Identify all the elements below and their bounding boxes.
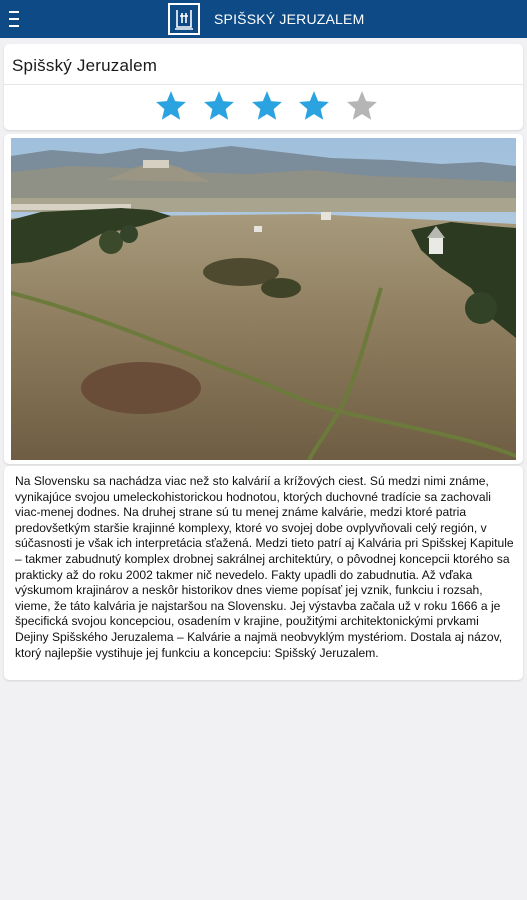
app-logo-icon [168, 3, 200, 35]
app-bar [0, 0, 527, 38]
rating-stars[interactable] [154, 88, 379, 124]
star-filled-icon[interactable] [250, 89, 284, 123]
hamburger-menu-icon[interactable] [9, 11, 23, 27]
star-filled-icon[interactable] [154, 89, 188, 123]
place-header-card [4, 44, 523, 130]
star-filled-icon[interactable] [202, 89, 236, 123]
landscape-photo[interactable] [11, 138, 516, 460]
description-text: Na Slovensku sa nachádza viac než sto kalvárií a krížových ciest. Sú medzi nimi známe, vynikajúce svojou umeleckohistorickou hodnotou, ktorých duchovné tradície sa zachovali viac-menej dodnes. Na druhej strane sú tu menej známe kalvárie, medzi ktoré patria predovšetkým staršie krajinné komplexy, ktoré vo svojej dobe ovplyvňovali celý región, v súčasnosti je však ich interpretácia sťažená. Medzi tieto patrí aj Kalvária pri Spišskej Kapitule – takmer zabudnutý komplex drobnej sakrálnej architektúry, o pôvodnej koncepcii ktorého sa prakticky až do roku 2002 takmer nič nevedelo. Fakty upadli do zabudnutia. Až vďaka výskumom krajinárov a neskôr historikov dnes vieme popísať jej vznik, funkciu i rozsah, vieme, že táto kalvária je najstaršou na Slovensku. Jej výstavba začala už v roku 1666 a je špecifická svojou koncepciou, osadením v krajine, použitými architektonickými prvkami Dejiny Spišského Jeruzalema – Kalvárie a najmä neobvyklým mystériom. Dostala aj názov, ktorý najlepšie vystihuje jej funkciu a koncepciu: Spišský Jeruzalem. [15, 474, 514, 660]
star-filled-icon[interactable] [297, 89, 331, 123]
description-card [4, 466, 523, 680]
place-title: Spišský Jeruzalem [12, 56, 158, 75]
photo-card [4, 134, 523, 464]
divider [4, 84, 523, 85]
app-title: SPIŠSKÝ JERUZALEM [214, 11, 365, 27]
star-empty-icon[interactable] [345, 89, 379, 123]
